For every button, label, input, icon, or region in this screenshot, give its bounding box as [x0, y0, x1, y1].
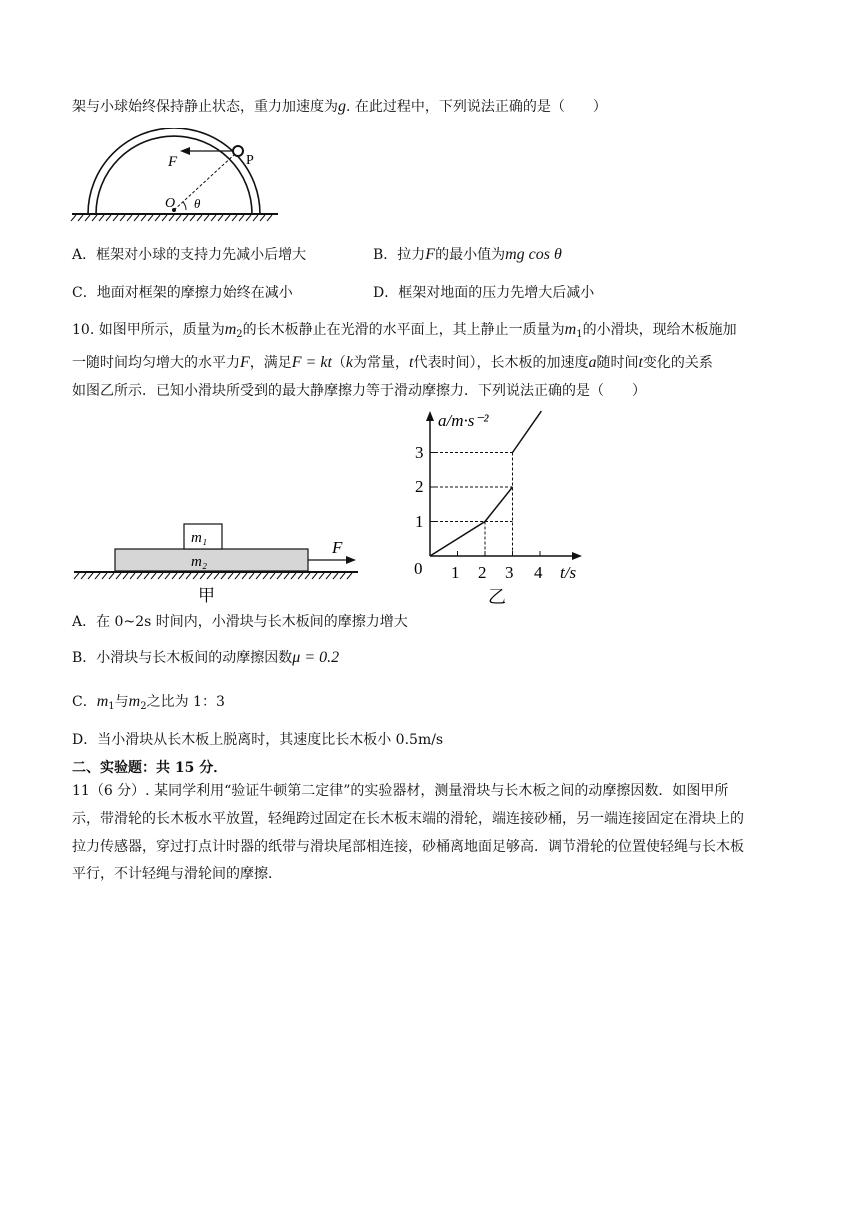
label-f: F — [168, 154, 178, 170]
y-tick-label: 1 — [415, 512, 424, 531]
label-theta: θ — [194, 196, 201, 211]
y-tick-label: 3 — [415, 443, 424, 462]
q11-line-2: 示，带滑轮的长木板水平放置，轻绳跨过固定在长木板末端的滑轮，端连接砂桶，另一端连接固定在滑块上的 — [72, 811, 744, 827]
label-m1: m₁ — [191, 530, 208, 546]
label-f: F — [332, 538, 343, 557]
axis-ticks — [430, 453, 540, 557]
dashed-guides — [430, 453, 513, 557]
y-axis-label: a/m·s⁻² — [438, 411, 489, 430]
q10-stem-line-1: 10. 如图甲所示，质量为$m_2$的长木板静止在光滑的水平面上，其上静止一质量为$m_1$的小滑块，现给木板施加 — [72, 321, 737, 340]
q11-line-3: 拉力传感器，穿过打点计时器的纸带与滑块尾部相连接，砂桶离地面足够高．调节滑轮的位置使轻绳与长木板 — [72, 839, 744, 855]
q11-line-4: 平行，不计轻绳与滑轮间的摩擦． — [72, 866, 282, 882]
y-axis-arrow — [426, 411, 434, 421]
acceleration-curve-after-separation — [513, 411, 542, 452]
long-board-m2 — [115, 549, 308, 571]
q9-option-b: B．拉力F的最小值为mg cos θ — [373, 246, 562, 263]
q10-option-b: B．小滑块与长木板间的动摩擦因数μ = 0.2 — [72, 649, 340, 666]
ground-hatch — [74, 573, 352, 579]
radius-dashed — [174, 154, 235, 210]
q10-stem-line-3: 如图乙所示．已知小滑块所受到的最大静摩擦力等于滑动摩擦力．下列说法正确的是（ ） — [72, 383, 646, 399]
label-m2: m₂ — [191, 554, 208, 570]
label-o: O — [165, 196, 176, 211]
x-tick-label: 4 — [534, 563, 543, 582]
q10-option-a: A．在 0~2s 时间内，小滑块与长木板间的摩擦力增大 — [72, 614, 408, 630]
q10-stem-line-2: 一随时间均匀增大的水平力F，满足F = kt（k为常量，t代表时间），长木板的加速度a随时间t变化的关系 — [72, 354, 713, 371]
x-axis-label: t/s — [560, 563, 577, 582]
y-tick-label: 2 — [415, 477, 424, 496]
q10-option-d: D．当小滑块从长木板上脱离时，其速度比长木板小 0.5m/s — [72, 732, 444, 748]
q11-line-1: 11（6 分）. 某同学利用“验证牛顿第二定律”的实验器材，测量滑块与长木板之间的动摩擦因数．如图甲所 — [72, 783, 729, 799]
x-axis-arrow — [572, 552, 582, 560]
q10-option-c: C．$m_1$与$m_2$之比为 1：3 — [72, 693, 225, 712]
q10-figure-jia — [70, 515, 370, 607]
q9-frame-figure — [70, 128, 280, 224]
label-p: P — [246, 153, 254, 168]
q9-option-c: C．地面对框架的摩擦力始终在减小 — [72, 285, 293, 301]
caption-jia: 甲 — [198, 586, 215, 605]
caption-yi: 乙 — [488, 587, 506, 607]
force-arrowhead — [180, 147, 190, 155]
section-heading: 二、实验题：共 15 分． — [72, 760, 228, 776]
x-tick-label: 2 — [478, 563, 487, 582]
theta-arc — [183, 202, 186, 210]
q10-figure-yi — [385, 402, 595, 610]
x-tick-label: 1 — [451, 563, 460, 582]
force-arrowhead — [346, 556, 356, 564]
q9-option-a: A．框架对小球的支持力先减小后增大 — [72, 247, 307, 263]
x-tick-label: 3 — [505, 563, 514, 582]
q9-option-d: D．框架对地面的压力先增大后减小 — [373, 285, 595, 301]
ball-p — [233, 146, 243, 156]
ground-hatch — [71, 215, 272, 221]
q9-stem: 架与小球始终保持静止状态，重力加速度为g. 在此过程中，下列说法正确的是（ ） — [72, 98, 607, 115]
origin-label: 0 — [414, 559, 423, 578]
